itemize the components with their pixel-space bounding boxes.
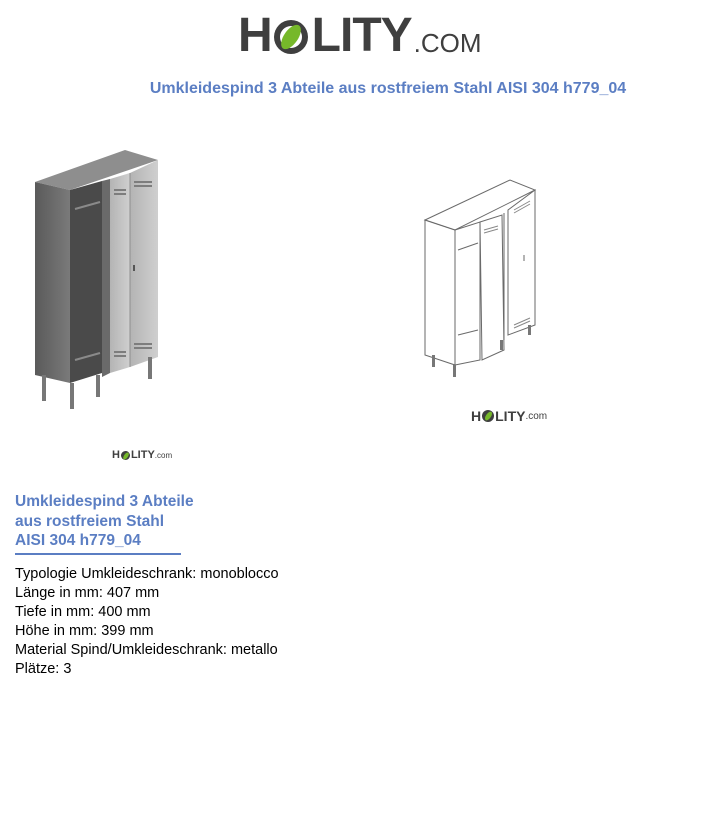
watermark-letter-h: H (471, 408, 482, 424)
spec-tiefe: Tiefe in mm: 400 mm (15, 604, 151, 620)
product-photo (30, 145, 165, 415)
product-heading-line: Umkleidespind 3 Abteile (15, 493, 194, 510)
heading-underline (15, 553, 181, 555)
watermark-domain: .com (154, 451, 173, 460)
spec-plaetze: Plätze: 3 (15, 661, 72, 677)
watermark-o-leaf-icon (482, 410, 494, 422)
logo-o-leaf-icon (274, 20, 308, 54)
product-heading-line: AISI 304 h779_04 (15, 532, 141, 549)
watermark-o-leaf-icon (121, 451, 130, 460)
spec-laenge: Länge in mm: 407 mm (15, 585, 160, 601)
logo-letter-h: H (238, 9, 272, 62)
photo-watermark-logo (112, 449, 172, 461)
product-heading (15, 492, 194, 551)
drawing-watermark-logo (471, 408, 547, 424)
site-logo[interactable] (238, 9, 482, 62)
spec-typologie: Typologie Umkleideschrank: monoblocco (15, 566, 279, 582)
logo-domain: .COM (413, 28, 482, 58)
watermark-domain: .com (525, 411, 548, 422)
logo-letters-lity: LITY (311, 9, 412, 62)
product-drawing (420, 175, 540, 380)
locker-drawing-image (420, 175, 540, 380)
page-title: Umkleidespind 3 Abteile aus rostfreiem Stahl AISI 304 h779_04 (149, 80, 627, 97)
watermark-letters-lity: LITY (495, 408, 526, 424)
spec-hoehe: Höhe in mm: 399 mm (15, 623, 154, 639)
spec-material: Material Spind/Umkleideschrank: metallo (15, 642, 278, 658)
watermark-letter-h: H (112, 449, 120, 461)
watermark-letters-lity: LITY (130, 449, 155, 461)
locker-photo-image (30, 145, 165, 415)
product-heading-line: aus rostfreiem Stahl (15, 512, 165, 530)
product-specs (15, 565, 279, 679)
